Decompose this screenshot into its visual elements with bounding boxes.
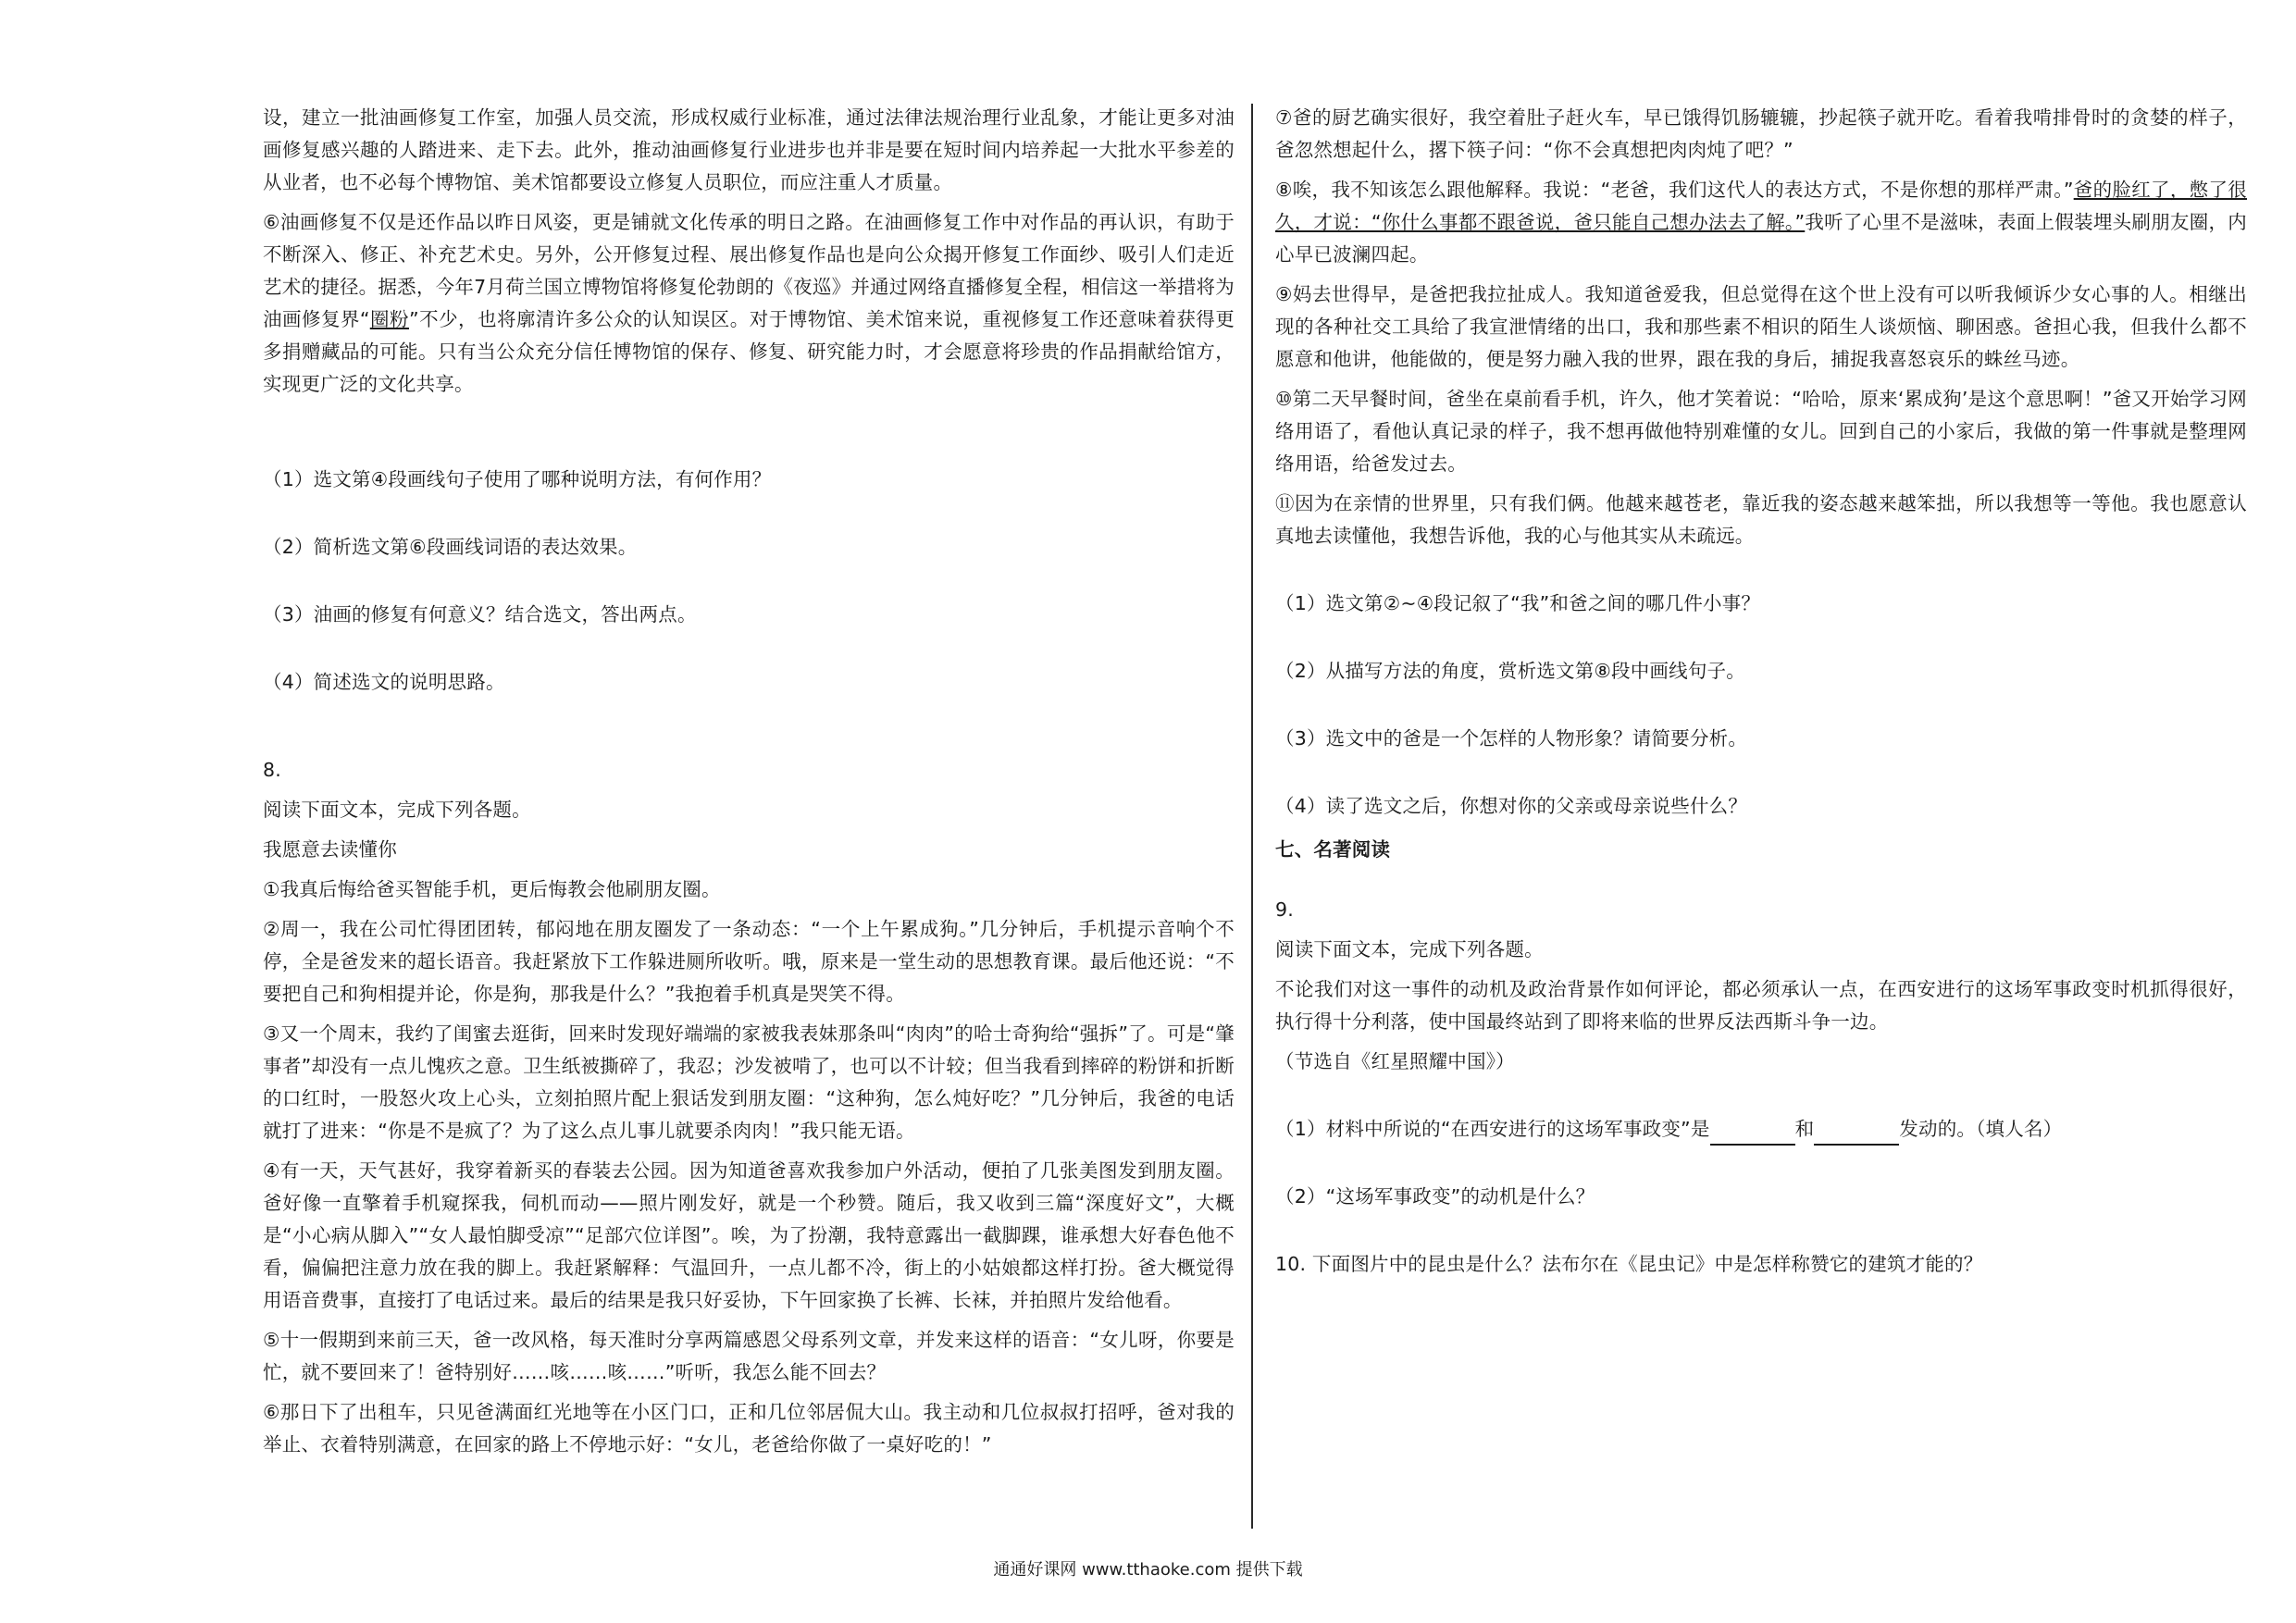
story-paragraph-4: ④有一天，天气甚好，我穿着新买的春装去公园。因为知道爸喜欢我参加户外活动，便拍了几张美图发到朋友圈。爸好像一直擎着手机窥探我，伺机而动——照片刚发好，就是一个秒赞。随后，我又收到三篇“深度好文”，大概是“小心病从脚入”“女人最怕脚受凉”“足部穴位详图”。唉，为了扮潮，我特意露出一截脚踝，谁承想大好春色他不看，偏偏把注意力放在我的脚上。我赶紧解释：气温回升，一点儿都不冷，街上的小姑娘都这样打扮。爸大概觉得用语音费事，直接打了电话过来。最后的结果是我只好妥协，下午回家换了长裤、长袜，并拍照片发给他看。 — [263, 1159, 1235, 1311]
question-8-2: （2）从描写方法的角度，赏析选文第⑧段中画线句子。 — [1275, 660, 1745, 682]
passage-paragraph-continued: 设，建立一批油画修复工作室，加强人员交流，形成权威行业标准，通过法律法规治理行业乱象，才能让更多对油画修复感兴趣的人踏进来、走下去。此外，推动油画修复行业进步也并非是要在短时间内培养起一大批水平参差的从业者，也不必每个博物馆、美术馆都要设立修复人员职位，而应注重人才质量。 — [263, 106, 1235, 193]
story-paragraph-7: ⑦爸的厨艺确实很好，我空着肚子赶火车，早已饿得饥肠辘辘，抄起筷子就开吃。看着我啃排骨时的贪婪的样子，爸忽然想起什么，撂下筷子问：“你不会真想把肉肉炖了吧？” — [1275, 106, 2247, 161]
passage-title-8: 我愿意去读懂你 — [263, 838, 397, 861]
question-7-2: （2）简析选文第⑥段画线词语的表达效果。 — [263, 536, 638, 558]
instruction-8: 阅读下面文本，完成下列各题。 — [263, 799, 531, 821]
underlined-word: 圈粉 — [369, 308, 409, 330]
question-8-1: （1）选文第②~④段记叙了“我”和爸之间的哪几件小事？ — [1275, 592, 1761, 614]
question-10: 10. 下面图片中的昆虫是什么？法布尔在《昆虫记》中是怎样称赞它的建筑才能的？ — [1275, 1253, 1983, 1275]
story-paragraph-3: ③又一个周末，我约了闺蜜去逛街，回来时发现好端端的家被我表妹那条叫“肉肉”的哈士奇狗给“强拆”了。可是“肇事者”却没有一点儿愧疚之意。卫生纸被撕碎了，我忍；沙发被啃了，也可以不计较；但当我看到摔碎的粉饼和折断的口红时，一股怒火攻上心头，立刻拍照片配上狠话发到朋友圈：“这种狗，怎么炖好吃？”几分钟后，我爸的电话就打了进来：“你是不是疯了？为了这么点儿事儿就要杀肉肉！”我只能无语。 — [263, 1022, 1235, 1142]
question-8-4: （4）读了选文之后，你想对你的父亲或母亲说些什么？ — [1275, 795, 1748, 817]
question-7-4: （4）简述选文的说明思路。 — [263, 671, 505, 693]
answer-blank-2[interactable] — [1814, 1123, 1899, 1146]
story-paragraph-8: ⑧唉，我不知该怎么跟他解释。我说：“老爸，我们这代人的表达方式，不是你想的那样严肃。”爸的脸红了，憋了很久，才说：“你什么事都不跟爸说，爸只能自己想办法去了解。”我听了心里不是滋味，表面上假装埋头刷朋友圈，内心早已波澜四起。 — [1275, 179, 2247, 266]
underlined-sentence: 爸的脸红了，憋了很久，才说：“你什么事都不跟爸说，爸只能自己想办法去了解。” — [1275, 179, 2247, 233]
story-paragraph-5: ⑤十一假期到来前三天，爸一改风格，每天准时分享两篇感恩父母系列文章，并发来这样的语音：“女儿呀，你要是忙，就不要回来了！爸特别好……咳……咳……”听听，我怎么能不回去？ — [263, 1329, 1235, 1383]
question-number-8: 8. — [263, 759, 281, 781]
question-number-9: 9. — [1275, 898, 1294, 921]
instruction-9: 阅读下面文本，完成下列各题。 — [1275, 938, 1544, 960]
passage-paragraph-6: ⑥油画修复不仅是还作品以昨日风姿，更是铺就文化传承的明日之路。在油画修复工作中对作品的再认识，有助于不断深入、修正、补充艺术史。另外，公开修复过程、展出修复作品也是向公众揭开修复工作面纱、吸引人们走近艺术的捷径。据悉，今年7月荷兰国立博物馆将修复伦勃朗的《夜巡》并通过网络直播修复全程，相信这一举措将为油画修复界“圈粉”不少，也将廓清许多公众的认知误区。对于博物馆、美术馆来说，重视修复工作还意味着获得更多捐赠藏品的可能。只有当公众充分信任博物馆的保存、修复、研究能力时，才会愿意将珍贵的作品捐献给馆方，实现更广泛的文化共享。 — [263, 211, 1235, 395]
story-paragraph-2: ②周一，我在公司忙得团团转，郁闷地在朋友圈发了一条动态：“一个上午累成狗。”几分钟后，手机提示音响个不停，全是爸发来的超长语音。我赶紧放下工作躲进厕所收听。哦，原来是一堂生动的思想教育课。最后他还说：“不要把自己和狗相提并论，你是狗，那我是什么？”我抱着手机真是哭笑不得。 — [263, 918, 1235, 1005]
excerpt-text-9: 不论我们对这一事件的动机及政治背景作如何评论，都必须承认一点，在西安进行的这场军事政变时机抓得很好，执行得十分利落，使中国最终站到了即将来临的世界反法西斯斗争一边。 — [1275, 978, 2247, 1033]
question-9-2: （2）“这场军事政变”的动机是什么？ — [1275, 1185, 1595, 1208]
left-column — [263, 102, 1235, 1468]
excerpt-source-9: （节选自《红星照耀中国》） — [1275, 1050, 1515, 1072]
answer-blank-1[interactable] — [1710, 1123, 1795, 1146]
question-9-1: （1）材料中所说的“在西安进行的这场军事政变”是 和 发动的。（填人名） — [1275, 1113, 2247, 1146]
question-7-1: （1）选文第④段画线句子使用了哪种说明方法，有何作用？ — [263, 468, 772, 490]
story-paragraph-1: ①我真后悔给爸买智能手机，更后悔教会他刷朋友圈。 — [263, 878, 721, 900]
story-paragraph-10: ⑩第二天早餐时间，爸坐在桌前看手机，许久，他才笑着说：“哈哈，原来‘累成狗’是这个意思啊！”爸又开始学习网络用语了，看他认真记录的样子，我不想再做他特别难懂的女儿。回到自己的小家后，我做的第一件事就是整理网络用语，给爸发过去。 — [1275, 388, 2247, 475]
question-7-3: （3）油画的修复有何意义？结合选文，答出两点。 — [263, 603, 697, 626]
column-divider — [1251, 104, 1253, 1529]
story-paragraph-11: ⑪因为在亲情的世界里，只有我们俩。他越来越苍老，靠近我的姿态越来越笨拙，所以我想等一等他。我也愿意认真地去读懂他，我想告诉他，我的心与他其实从未疏远。 — [1275, 492, 2247, 547]
page-footer: 通通好课网 www.tthaoke.com 提供下载 — [993, 1560, 1303, 1580]
story-paragraph-6: ⑥那日下了出租车，只见爸满面红光地等在小区门口，正和几位邻居侃大山。我主动和几位叔叔打招呼，爸对我的举止、衣着特别满意，在回家的路上不停地示好：“女儿，老爸给你做了一桌好吃的！” — [263, 1401, 1235, 1456]
story-paragraph-9: ⑨妈去世得早，是爸把我拉扯成人。我知道爸爱我，但总觉得在这个世上没有可以听我倾诉少女心事的人。相继出现的各种社交工具给了我宣泄情绪的出口，我和那些素不相识的陌生人谈烦恼、聊困惑。爸担心我，但我什么都不愿意和他讲，他能做的，便是努力融入我的世界，跟在我的身后，捕捉我喜怒哀乐的蛛丝马迹。 — [1275, 283, 2247, 370]
section-heading-7: 七、名著阅读 — [1275, 838, 1391, 861]
question-8-3: （3）选文中的爸是一个怎样的人物形象？请简要分析。 — [1275, 727, 1748, 750]
right-column — [1275, 102, 2247, 1316]
